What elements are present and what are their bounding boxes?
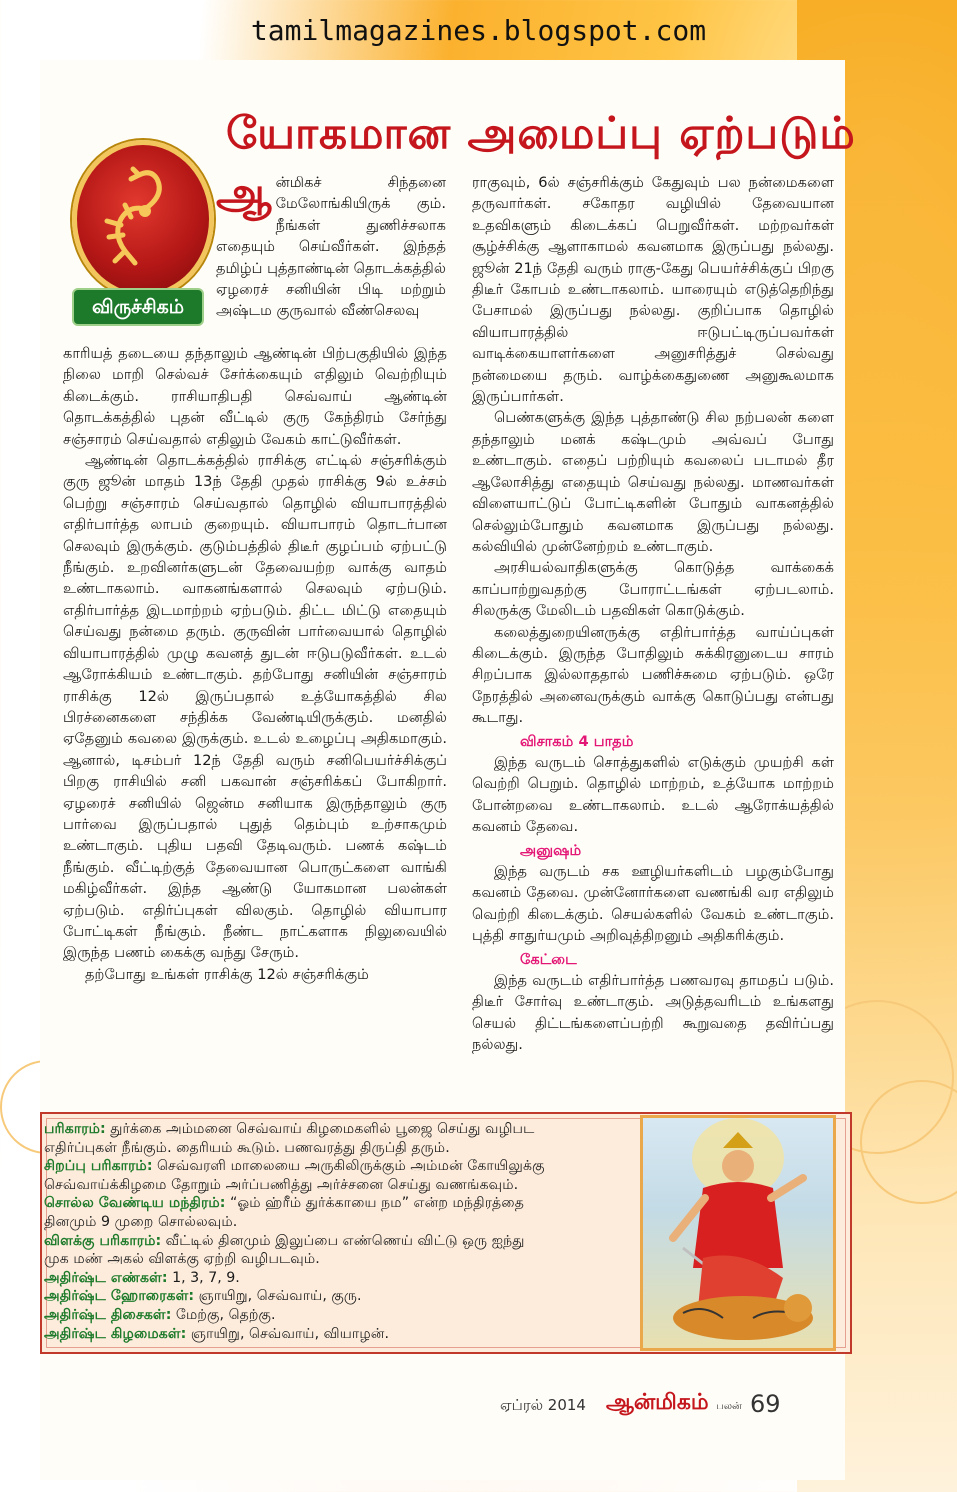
goddess-image: [640, 1115, 836, 1351]
paragraph: இந்த வருடம் சொத்துகளில் எடுக்கும் முயற்சி கள் வெற்றி பெறும். தொழில் மாற்றம், உத்யோக மாற்றம் போன்றவை உண்டாகலாம். உடல் ஆரோக்யத்தில் கவனம் தேவை.: [472, 753, 834, 836]
remedy-text: துர்க்கை அம்மனை செவ்வாய் கிழமைகளில் பூஜை செய்து வழிபட: [105, 1121, 535, 1137]
remedy-text: செவ்வரளி மாலையை அருகிலிருக்கும் அம்மன் கோயிலுக்கு: [152, 1158, 545, 1175]
zodiac-sign-badge: விருச்சிகம்: [72, 288, 204, 326]
remedy-text: மேற்கு, தெற்கு.: [171, 1307, 276, 1323]
remedy-text: செவ்வாய்க்கிழமை தோறும் அர்ப்பணித்து அர்ச்சனை செய்து வணங்கவும்.: [44, 1176, 519, 1193]
paragraph: ராகுவும், 6ல் சஞ்சரிக்கும் கேதுவும் பல நன்மைகளை தருவார்கள். சகோதர வழியில் தேவையான உதவிகளும் கிடைக்கப் பெறுவீர்கள். மற்றவர்கள் சூழ்ச்சிக்கு ஆளாகாமல் கவனமாக இருப்பது நல்லது. ஜூன் 21ந் தேதி வரும் ராகு-கேது பெயர்ச்சிக்குப் பிறகு திடீர் கோபம் உண்டாகலாம். யாரையும் எடுத்தெறிந்து பேசாமல் இருப்பது நல்லது. குறிப்பாக தொழில் வியாபாரத்தில் ஈடுபட்டிருப்பவர்கள் வாடிக்கையாளர்களை அனுசரித்துச் செல்வது நன்மையை தரும். வாழ்க்கைதுணை அனுகூலமாக இருப்பார்கள்.: [472, 174, 834, 406]
remedy-line: [44, 1305, 276, 1325]
remedy-label: அதிர்ஷ்ட எண்கள்:: [44, 1269, 168, 1286]
remedy-line: [44, 1193, 524, 1213]
remedy-text: முக மண் அகல் விளக்கு ஏற்றி வழிபடவும்.: [44, 1251, 320, 1268]
remedy-label: சிறப்பு பரிகாரம்:: [44, 1158, 153, 1175]
remedy-line: [44, 1138, 450, 1158]
paragraph: இந்த வருடம் எதிர்பார்த்த பணவரவு தாமதப் படும். திடீர் சோர்வு உண்டாகும். அடுத்தவரிடம் உங்களது செயல் திட்டங்களைப்பற்றி கூறுவதை தவிர்ப்பது நல்லது.: [472, 972, 834, 1054]
remedy-text: எதிர்ப்புகள் நீங்கும். தைரியம் கூடும். பணவரத்து திருப்தி தரும்.: [44, 1139, 450, 1156]
page-footer: [500, 1390, 840, 1430]
brand-name: ஆன்மிகம்: [606, 1390, 709, 1415]
paragraph: ஆண்டின் தொடக்கத்தில் ராசிக்கு எட்டில் சஞ்சரிக்கும் குரு ஜூன் மாதம் 13ந் தேதி முதல் ராசிக்கு 9ல் உச்சம் பெற்று சஞ்சாரம் செய்வதால் தொழில் வியாபாரத்தில் எதிர்பார்த்த லாபம் குறையும். வியாபாரம் தொடர்பான செலவும் இருக்கும். குடும்பத்தில் திடீர் குழப்பம் ஏற்பட்டு நீங்கும். உறவினர்களுடன் தேவையற்ற வாக்கு வாதம் உண்டாகலாம். வாகனங்களால் செலவும் ஏற்படும். எதிர்பார்த்த இடமாற்றம் ஏற்படும். திட்ட மிட்டு எதையும் செய்வது நன்மை தரும். குருவின் பார்வையால் தொழில் வியாபாரத்தில் முழு கவனத் துடன் ஈடுபடுவீர்கள். உடல் ஆரோக்கியம் உண்டாகும். தற்போது சனியின் சஞ்சாரம் ராசிக்கு 12ல் இருப்பதால் உத்யோகத்தில் சில பிரச்னைகளை சந்திக்க வேண்டியிருக்கும். மனதில் ஏதேனும் கவலை இருக்கும். உடல் உழைப்பு அதிகமாகும். ஆனால், டிசம்பர் 12ந் தேதி வரும் சனிபெயர்ச்சிக்குப் பிறகு ராசியில் சனி பகவான் சஞ்சரிக்கப் போகிறார். ஏழரைச் சனியில் ஜென்ம சனியாக இருந்தாலும் குரு பார்வை இருப்பதால் புதுத் தெம்பும் உற்சாகமும் உண்டாகும். புதிய பதவி தேடிவரும். பணக் கஷ்டம் நீங்கும். வீட்டிற்குத் தேவையான பொருட்களை வாங்கி மகிழ்வீர்கள். இந்த ஆண்டு யோகமான பலன்கள் ஏற்படும். எதிர்ப்புகள் விலகும். தொழில் வியாபார போட்டிகள் நீங்கும். நீண்ட நாட்களாக நிலுவையில் இருந்த பணம் கைக்கு வந்து சேரும்.: [63, 452, 447, 962]
brand-subtitle: பலன்: [716, 1401, 742, 1412]
remedy-label: அதிர்ஷ்ட ஹோரைகள்:: [44, 1288, 195, 1305]
remedy-text: ஞாயிறு, செவ்வாய், வியாழன்.: [186, 1325, 390, 1342]
page-number: 69: [750, 1390, 781, 1418]
paragraph: அரசியல்வாதிகளுக்கு கொடுத்த வாக்கைக் காப்பாற்றுவதற்கு போராட்டங்கள் ஏற்படலாம். சிலருக்கு மேலிடம் பதவிகள் கொடுக்கும்.: [472, 559, 834, 620]
remedy-label: பரிகாரம்:: [44, 1121, 106, 1137]
remedy-line: [44, 1286, 362, 1306]
remedy-line: [44, 1231, 525, 1251]
drop-cap: ஆ: [216, 168, 272, 219]
remedy-text: “ஓம் ஹ்ரீம் துர்க்காயை நம” என்ற மந்திரத்தை: [225, 1195, 524, 1212]
remedy-line: [44, 1175, 518, 1195]
remedy-line: [44, 1324, 389, 1344]
remedy-line: [44, 1119, 534, 1139]
remedy-text: ஞாயிறு, செவ்வாய், குரு.: [194, 1288, 362, 1305]
remedy-label: அதிர்ஷ்ட கிழமைகள்:: [44, 1325, 187, 1342]
paragraph: தற்போது உங்கள் ராசிக்கு 12ல் சஞ்சரிக்கும்: [85, 965, 369, 983]
zodiac-emblem: [72, 140, 214, 298]
star-heading: விசாகம் 4 பாதம்: [520, 732, 634, 750]
paragraph: இந்த வருடம் சக ஊழியர்களிடம் பழகும்போது கவனம் தேவை. முன்னோர்களை வணங்கி வர எதிலும் வெற்றி கிடைக்கும். செயல்களில் வேகம் உண்டாகும். புத்தி சாதுர்யமும் அறிவுத்திறனும் அதிகரிக்கும்.: [472, 863, 834, 945]
remedy-line: [44, 1156, 545, 1176]
remedy-line: [44, 1212, 237, 1232]
remedy-text: 1, 3, 7, 9.: [167, 1269, 240, 1286]
remedy-label: அதிர்ஷ்ட திசைகள்:: [44, 1307, 172, 1323]
intro-text: ன்மிகச் சிந்தனை மேலோங்கியிருக் கும். நீங்கள் துணிச்சலாக எதையும் செய்வீர்கள். இந்தத் தமிழ்ப் புத்தாண்டின் தொடக்கத்தில் ஏழரைச் சனியின் பிடி மற்றும் அஷ்டம குருவால் வீண்செலவு: [216, 174, 446, 320]
paragraph: பெண்களுக்கு இந்த புத்தாண்டு சில நற்பலன் களை தந்தாலும் மனக் கஷ்டமும் அவ்வப் போது உண்டாகும். எதைப் பற்றியும் கவலைப் படாமல் தீர ஆலோசித்து எதையும் செய்வது நல்லது. மாணவர்கள் விளையாட்டுப் போட்டிகளின் போதும் வாகனத்தில் செல்லும்போதும் கவனமாக இருப்பது நல்லது. கல்வியில் முன்னேற்றம் உண்டாகும்.: [472, 409, 834, 555]
issue-month: ஏப்ரல் 2014: [500, 1396, 586, 1414]
remedy-text: வீட்டில் தினமும் இலுப்பை எண்ணெய் விட்டு ஒரு ஐந்து: [161, 1232, 525, 1249]
remedy-line: [44, 1268, 240, 1288]
watermark: tamilmagazines.blogspot.com: [250, 14, 707, 47]
goddess-durga-illustration: [643, 1118, 833, 1348]
article-title: யோகமான அமைப்பு ஏற்படும்: [226, 108, 856, 159]
star-heading: அனுஷம்: [520, 841, 582, 859]
column-left: [63, 343, 447, 985]
paragraph: கலைத்துறையினருக்கு எதிர்பார்த்த வாய்ப்புகள் கிடைக்கும். இருந்த போதிலும் சுக்கிரனுடைய சாரம் சிறப்பாக இல்லாததால் பணிச்சுமை ஏற்படும். ஒரே நேரத்தில் அனைவருக்கும் வாக்கு கொடுப்பது என்பது கூடாது.: [472, 623, 834, 727]
star-heading: கேட்டை: [520, 950, 577, 968]
column-intro: [216, 168, 446, 322]
remedy-label: விளக்கு பரிகாரம்:: [44, 1232, 162, 1249]
remedy-line: [44, 1249, 320, 1269]
magazine-brand: [606, 1390, 742, 1418]
paragraph: காரியத் தடையை தந்தாலும் ஆண்டின் பிற்பகுதியில் இந்த நிலை மாறி செல்வச் சேர்க்கையும் எதிலும் வெற்றியும் கிடைக்கும். ராசியாதிபதி செவ்வாய் ஆண்டின் தொடக்கத்தில் புதன் வீட்டில் குரு கேந்திரம் சேர்ந்து சஞ்சாரம் செய்வதால் எதிலும் வேகம் காட்டுவீர்கள்.: [63, 345, 447, 448]
remedy-label: சொல்ல வேண்டிய மந்திரம்:: [44, 1195, 226, 1212]
column-right: [472, 172, 834, 1056]
remedy-text: தினமும் 9 முறை சொல்லவும்.: [44, 1214, 238, 1230]
scorpion-icon: [95, 165, 191, 273]
